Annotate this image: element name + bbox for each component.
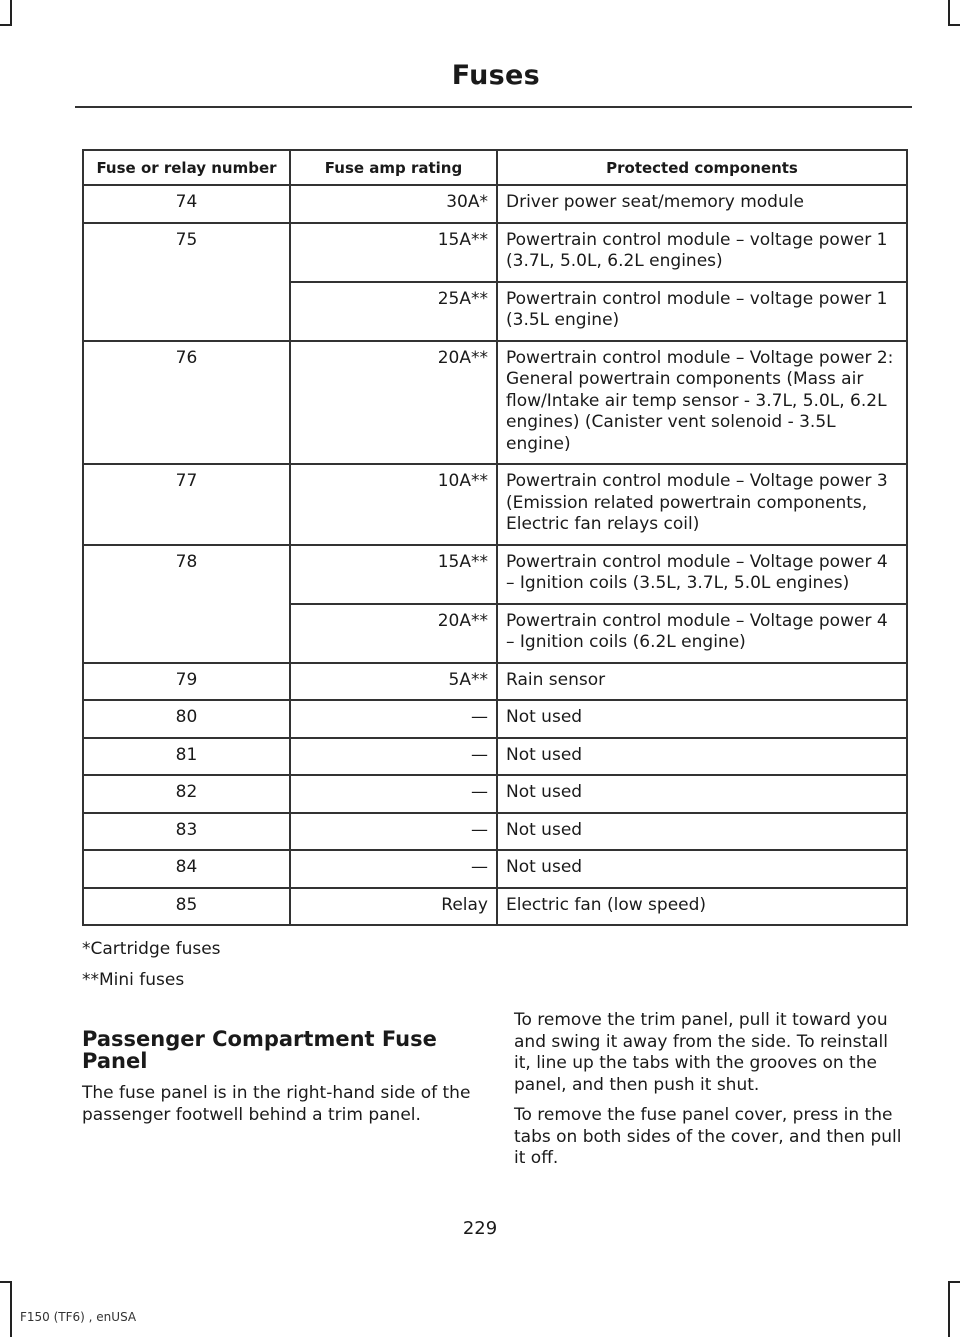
title-divider xyxy=(75,106,912,108)
table-row xyxy=(83,663,907,701)
amp-rating-cell: 10A** xyxy=(290,464,497,545)
amp-rating-cell: — xyxy=(290,850,497,888)
table-row xyxy=(83,850,907,888)
protected-component-cell: Powertrain control module – Voltage power 3 (Emission related powertrain components, Electric fan relays coil) xyxy=(497,464,907,545)
paragraph: The fuse panel is in the right-hand side of the passenger footwell behind a trim panel. xyxy=(82,1083,471,1125)
crop-mark xyxy=(948,1281,960,1283)
fuse-number-cell: 75 xyxy=(83,223,290,341)
protected-component-cell: Not used xyxy=(497,850,907,888)
column-header: Fuse amp rating xyxy=(290,150,497,185)
protected-component-cell: Powertrain control module – voltage power 1 (3.7L, 5.0L, 6.2L engines) xyxy=(497,223,907,282)
amp-rating-cell: — xyxy=(290,700,497,738)
protected-component-cell: Not used xyxy=(497,813,907,851)
table-row xyxy=(83,545,907,604)
protected-component-cell: Powertrain control module – Voltage power 2: General powertrain components (Mass air flow/Intake air temp sensor - 3.7L, 5.0L, 6.2L engines) (Canister vent solenoid - 3.5L engine) xyxy=(497,341,907,465)
footnote-mini: **Mini fuses xyxy=(82,970,185,990)
fuse-number-cell: 77 xyxy=(83,464,290,545)
crop-mark xyxy=(10,0,12,26)
amp-rating-cell: 20A** xyxy=(290,341,497,465)
amp-rating-cell: — xyxy=(290,813,497,851)
fuse-number-cell: 84 xyxy=(83,850,290,888)
amp-rating-cell: 20A** xyxy=(290,604,497,663)
table-row xyxy=(83,888,907,926)
amp-rating-cell: 5A** xyxy=(290,663,497,701)
crop-mark xyxy=(948,24,960,26)
protected-component-cell: Powertrain control module – Voltage power 4 – Ignition coils (3.5L, 3.7L, 5.0L engines) xyxy=(497,545,907,604)
fuse-number-cell: 74 xyxy=(83,185,290,223)
crop-mark xyxy=(948,1281,950,1337)
protected-component-cell: Not used xyxy=(497,738,907,776)
amp-rating-cell: — xyxy=(290,738,497,776)
fuse-number-cell: 83 xyxy=(83,813,290,851)
fuse-number-cell: 76 xyxy=(83,341,290,465)
page-number: 229 xyxy=(462,1218,498,1239)
fuse-number-cell: 85 xyxy=(83,888,290,926)
fuse-number-cell: 80 xyxy=(83,700,290,738)
table-row xyxy=(83,185,907,223)
paragraph: To remove the trim panel, pull it toward you and swing it away from the side. To reinstall it, line up the tabs with the grooves on the panel, and then push it shut. xyxy=(514,1010,888,1095)
column-header: Fuse or relay number xyxy=(83,150,290,185)
fuse-table xyxy=(82,149,908,926)
footer-text: F150 (TF6) , enUSA xyxy=(20,1310,137,1324)
table-row xyxy=(83,341,907,465)
crop-mark xyxy=(10,1281,12,1337)
paragraph: To remove the fuse panel cover, press in the tabs on both sides of the cover, and then pull it off. xyxy=(514,1105,902,1168)
table-row xyxy=(83,775,907,813)
table-header-row xyxy=(83,150,907,185)
amp-rating-cell: 25A** xyxy=(290,282,497,341)
table-row xyxy=(83,223,907,282)
protected-component-cell: Powertrain control module – voltage power 1 (3.5L engine) xyxy=(497,282,907,341)
amp-rating-cell: 30A* xyxy=(290,185,497,223)
table-row xyxy=(83,464,907,545)
protected-component-cell: Electric fan (low speed) xyxy=(497,888,907,926)
footnote-cartridge: *Cartridge fuses xyxy=(82,939,221,959)
table-row xyxy=(83,813,907,851)
table-row xyxy=(83,700,907,738)
protected-component-cell: Powertrain control module – Voltage power 4 – Ignition coils (6.2L engine) xyxy=(497,604,907,663)
table-row xyxy=(83,738,907,776)
fuse-number-cell: 82 xyxy=(83,775,290,813)
protected-component-cell: Rain sensor xyxy=(497,663,907,701)
amp-rating-cell: 15A** xyxy=(290,545,497,604)
protected-component-cell: Driver power seat/memory module xyxy=(497,185,907,223)
crop-mark xyxy=(0,24,12,26)
amp-rating-cell: — xyxy=(290,775,497,813)
fuse-number-cell: 81 xyxy=(83,738,290,776)
crop-mark xyxy=(0,1281,12,1283)
fuse-number-cell: 78 xyxy=(83,545,290,663)
fuse-number-cell: 79 xyxy=(83,663,290,701)
protected-component-cell: Not used xyxy=(497,700,907,738)
section-heading: Passenger Compartment Fuse Panel xyxy=(82,1027,437,1073)
amp-rating-cell: Relay xyxy=(290,888,497,926)
protected-component-cell: Not used xyxy=(497,775,907,813)
amp-rating-cell: 15A** xyxy=(290,223,497,282)
crop-mark xyxy=(948,0,950,26)
column-header: Protected components xyxy=(497,150,907,185)
